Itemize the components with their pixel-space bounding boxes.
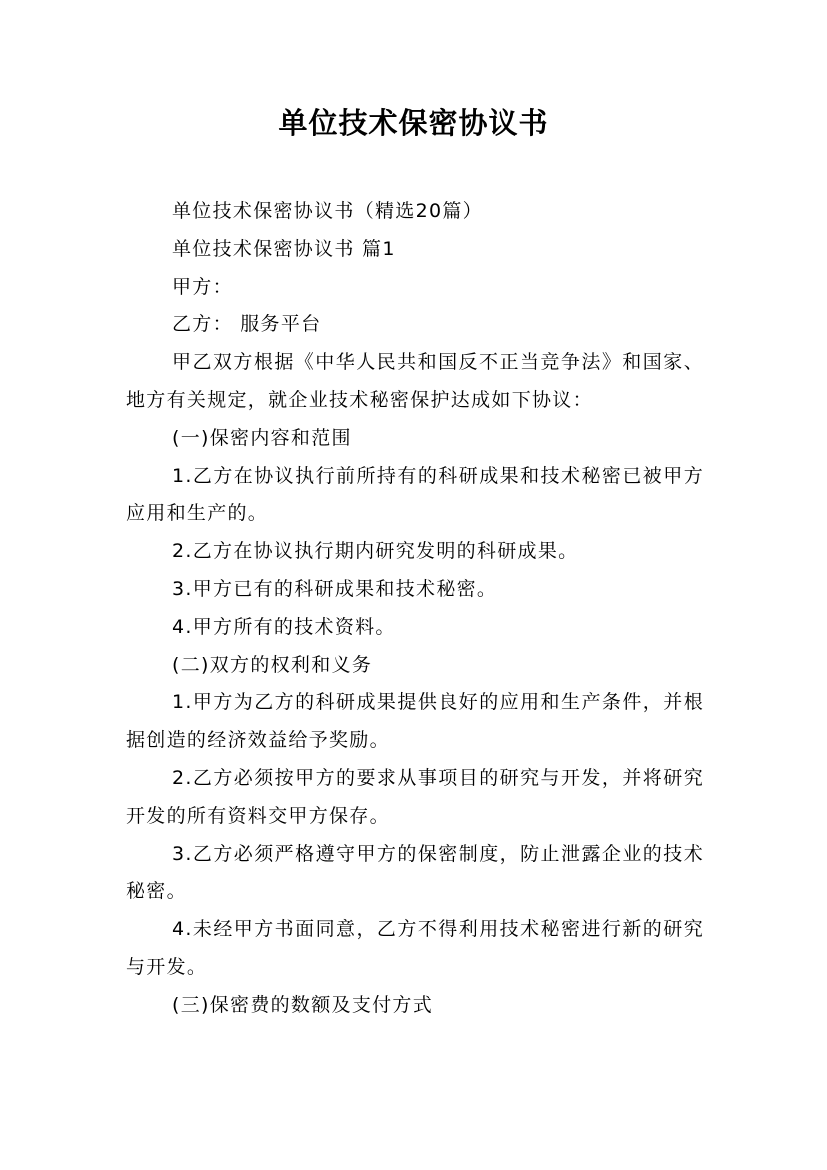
document-body bbox=[126, 193, 704, 1025]
clause-heading: (二)双方的权利和义务 bbox=[172, 653, 373, 676]
subtitle-line: 单位技术保密协议书（精选20篇） bbox=[172, 200, 483, 222]
clause-item: 3.乙方必须严格遵守甲方的保密制度，防止泄露企业的技术秘密。 bbox=[126, 842, 704, 903]
section-heading: 单位技术保密协议书 篇1 bbox=[172, 237, 396, 260]
clause-item: 2.乙方在协议执行期内研究发明的科研成果。 bbox=[172, 540, 579, 563]
clause-heading: (一)保密内容和范围 bbox=[172, 426, 352, 449]
clause-item: 3.甲方已有的科研成果和技术秘密。 bbox=[172, 577, 498, 600]
party-b-line: 乙方： 服务平台 bbox=[172, 313, 322, 336]
clause-item: 4.甲方所有的技术资料。 bbox=[172, 615, 396, 638]
clause-item: 1.甲方为乙方的科研成果提供良好的应用和生产条件，并根据创造的经济效益给予奖励。 bbox=[126, 691, 704, 752]
preamble-paragraph: 甲乙双方根据《中华人民共和国反不正当竞争法》和国家、地方有关规定，就企业技术秘密保护达成如下协议： bbox=[126, 351, 704, 411]
clause-item: 2.乙方必须按甲方的要求从事项目的研究与开发，并将研究开发的所有资料交甲方保存。 bbox=[126, 766, 704, 827]
clause-heading: (三)保密费的数额及支付方式 bbox=[172, 993, 434, 1016]
clause-item: 4.未经甲方书面同意，乙方不得利用技术秘密进行新的研究与开发。 bbox=[126, 918, 704, 978]
clause-item: 1.乙方在协议执行前所持有的科研成果和技术秘密已被甲方应用和生产的。 bbox=[126, 464, 704, 525]
document-title: 单位技术保密协议书 bbox=[278, 106, 549, 140]
party-a-line: 甲方： bbox=[172, 275, 233, 298]
